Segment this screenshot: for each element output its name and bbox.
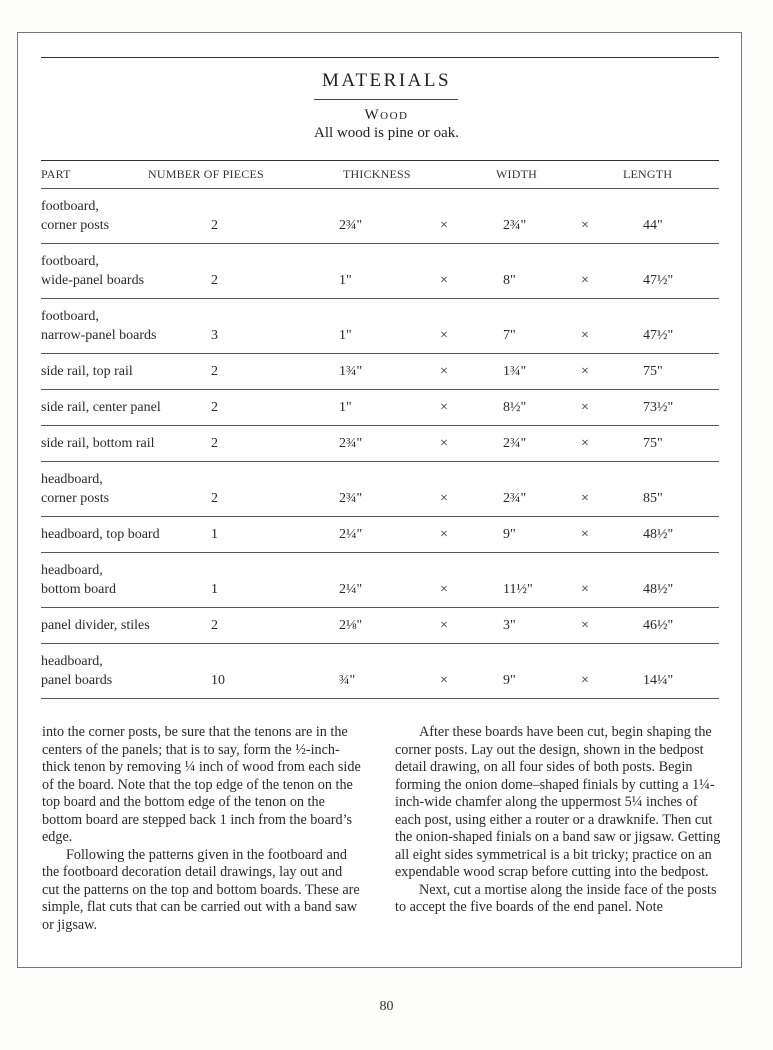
body-column-left: [42, 724, 362, 934]
table-row: [41, 389, 719, 425]
table-row: [41, 552, 719, 607]
length: 46½": [643, 618, 674, 633]
times-sign: ×: [440, 582, 448, 597]
width: 9": [503, 527, 516, 542]
header-thickness: THICKNESS: [343, 167, 411, 181]
length: 47½": [643, 273, 674, 288]
times-sign: ×: [440, 218, 448, 233]
thickness: 1": [339, 400, 352, 415]
length: 14¼": [643, 673, 674, 688]
piece-count: 3: [211, 328, 218, 343]
width: 2¾": [503, 436, 527, 451]
part-line-2: panel boards: [41, 673, 113, 688]
length: 47½": [643, 328, 674, 343]
part-name: [41, 561, 116, 599]
part-name: [41, 362, 133, 381]
length: 73½": [643, 400, 674, 415]
length: 75": [643, 436, 663, 451]
header-part: PART: [41, 167, 71, 181]
table-row: [41, 516, 719, 552]
paragraph: into the corner posts, be sure that the tenons are in the centers of the panels; that is to say, form the ½-inch-thick tenon by removing ¼ inch of wood from each side of the board. Note that the top edge of the tenon on the top board and the bottom edge of the tenon on the bottom board are stepped back 1 inch from the board’s edge.: [42, 724, 361, 845]
part-line-1: panel divider, stiles: [41, 618, 150, 633]
times-sign: ×: [440, 436, 448, 451]
body-column-right: [395, 724, 725, 917]
thickness: 1": [339, 273, 352, 288]
part-name: [41, 470, 109, 508]
part-line-1: headboard,: [41, 654, 103, 669]
piece-count: 1: [211, 527, 218, 542]
table-row: [41, 607, 719, 643]
width: 8½": [503, 400, 527, 415]
piece-count: 1: [211, 582, 218, 597]
table-row: [41, 298, 719, 353]
table-row: [41, 243, 719, 298]
part-line-2: bottom board: [41, 582, 117, 597]
times-sign: ×: [440, 328, 448, 343]
width: 2¾": [503, 218, 527, 233]
times-sign: ×: [581, 436, 589, 451]
piece-count: 2: [211, 436, 218, 451]
length: 75": [643, 364, 663, 379]
part-line-1: headboard,: [41, 563, 103, 578]
section-subtitle: Wood: [364, 107, 409, 123]
header-width: WIDTH: [496, 167, 537, 181]
table-row: [41, 425, 719, 461]
piece-count: 2: [211, 364, 218, 379]
part-name: [41, 307, 156, 345]
table-row: [41, 643, 719, 699]
paragraph: Following the patterns given in the footboard and the footboard decoration detail drawings, lay out and cut the patterns on the top and bottom boards. These are simple, flat cuts that can be carried out with a band saw or jigsaw.: [42, 846, 360, 933]
times-sign: ×: [581, 400, 589, 415]
part-line-1: footboard,: [41, 309, 99, 324]
thickness: 1¾": [339, 364, 363, 379]
piece-count: 2: [211, 400, 218, 415]
materials-table: [41, 160, 719, 699]
part-name: [41, 652, 112, 690]
times-sign: ×: [440, 364, 448, 379]
thickness: 2¼": [339, 582, 363, 597]
times-sign: ×: [581, 491, 589, 506]
thickness: 2¾": [339, 491, 363, 506]
piece-count: 2: [211, 218, 218, 233]
part-line-1: headboard,: [41, 472, 103, 487]
width: 2¾": [503, 491, 527, 506]
width: 9": [503, 673, 516, 688]
length: 44": [643, 218, 663, 233]
part-name: [41, 197, 109, 235]
times-sign: ×: [581, 328, 589, 343]
times-sign: ×: [581, 218, 589, 233]
header-pieces: NUMBER OF PIECES: [148, 167, 264, 181]
part-line-1: side rail, center panel: [41, 400, 161, 415]
piece-count: 2: [211, 491, 218, 506]
section-title: MATERIALS: [321, 70, 452, 91]
length: 48½": [643, 527, 674, 542]
times-sign: ×: [581, 582, 589, 597]
times-sign: ×: [581, 618, 589, 633]
part-line-2: narrow-panel boards: [41, 328, 157, 343]
paragraph: Next, cut a mortise along the inside face of the posts to accept the five boards of the end panel. Note: [395, 881, 717, 915]
top-rule: [41, 57, 719, 58]
thickness: 2¾": [339, 436, 363, 451]
paragraph: After these boards have been cut, begin shaping the corner posts. Lay out the design, shown in the bedpost detail drawing, on all four sides of both posts. Begin forming the onion dome–shaped finials by cutting a 1¼-inch-wide chamfer along the uppermost 5¼ inches of each post, using either a router or a drawknife. Then cut the onion-shaped finials on a band saw or jigsaw. Getting all eight sides symmetrical is a bit tricky; practice on an expendable wood scrap before cutting into the bedpost.: [395, 724, 721, 880]
part-line-1: footboard,: [41, 254, 99, 269]
part-name: [41, 398, 161, 417]
wood-note: All wood is pine or oak.: [314, 125, 459, 141]
width: 11½": [503, 582, 533, 597]
thickness: 2¾": [339, 218, 363, 233]
thickness: 2¼": [339, 527, 363, 542]
part-name: [41, 434, 155, 453]
times-sign: ×: [581, 273, 589, 288]
part-line-2: corner posts: [41, 218, 110, 233]
width: 7": [503, 328, 516, 343]
piece-count: 2: [211, 273, 218, 288]
part-line-1: footboard,: [41, 199, 99, 214]
times-sign: ×: [581, 527, 589, 542]
times-sign: ×: [440, 273, 448, 288]
part-line-1: headboard, top board: [41, 527, 160, 542]
part-line-2: corner posts: [41, 491, 110, 506]
thickness: 1": [339, 328, 352, 343]
part-line-2: wide-panel boards: [41, 273, 145, 288]
thickness: 2⅛": [339, 618, 363, 633]
table-row: [41, 353, 719, 389]
table-row: [41, 188, 719, 243]
table-header: [41, 160, 719, 188]
part-name: [41, 252, 144, 290]
times-sign: ×: [581, 673, 589, 688]
times-sign: ×: [581, 364, 589, 379]
part-name: [41, 525, 160, 544]
times-sign: ×: [440, 527, 448, 542]
table-row: [41, 461, 719, 516]
part-line-1: side rail, bottom rail: [41, 436, 155, 451]
length: 85": [643, 491, 663, 506]
width: 1¾": [503, 364, 527, 379]
times-sign: ×: [440, 673, 448, 688]
header-length: LENGTH: [623, 167, 673, 181]
page-number: 80: [379, 999, 394, 1014]
piece-count: 10: [211, 673, 225, 688]
length: 48½": [643, 582, 674, 597]
width: 8": [503, 273, 516, 288]
times-sign: ×: [440, 491, 448, 506]
part-name: [41, 616, 150, 635]
title-underline: [314, 99, 458, 100]
part-line-1: side rail, top rail: [41, 364, 133, 379]
times-sign: ×: [440, 400, 448, 415]
width: 3": [503, 618, 516, 633]
thickness: ¾": [339, 673, 356, 688]
times-sign: ×: [440, 618, 448, 633]
piece-count: 2: [211, 618, 218, 633]
